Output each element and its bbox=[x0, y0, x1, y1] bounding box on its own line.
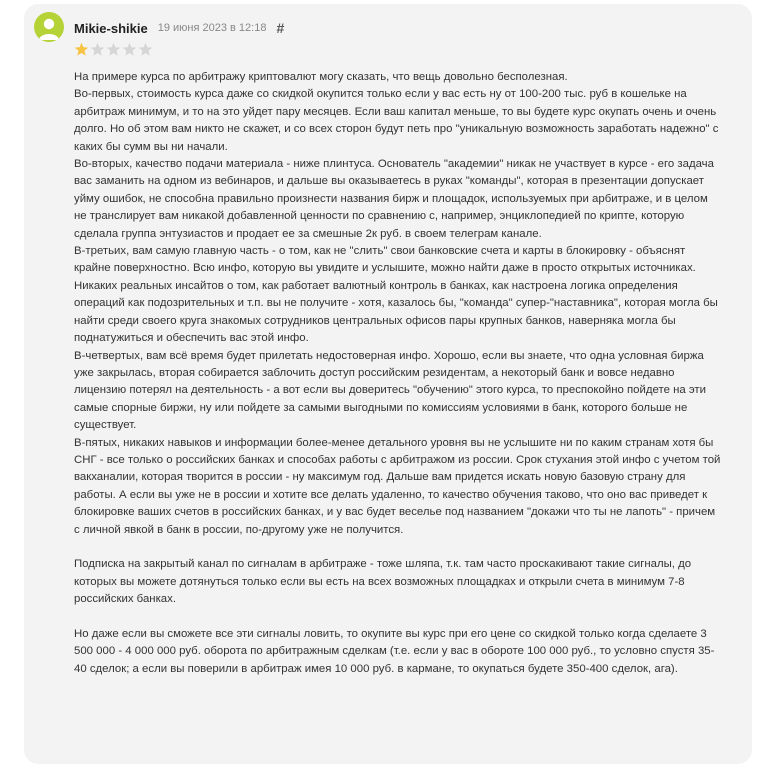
user-silhouette-icon bbox=[34, 12, 64, 42]
review-paragraph: На примере курса по арбитражу криптовалют могу сказать, что вещь довольно бесполезная. bbox=[74, 71, 568, 83]
avatar[interactable] bbox=[34, 12, 64, 42]
review-paragraph: Но даже если вы сможете все эти сигналы ловить, то окупите вы курс при его цене со скидкой только когда сделаете 3 500 000 - 4 000 000 руб. оборота по арбитражным сделкам (т.е. если у вас в обороте 100 000 руб., то условно спустя 35-40 сделок; а если вы поверили в арбитраж имея 10 000 руб. в кармане, то окупаться будете 350-400 сделок, ага). bbox=[74, 627, 715, 675]
review-paragraph: В-третьих, вам самую главную часть - о том, как не "слить" свои банковские счета и карты в блокировку - объяснят крайне поверхностно. Всю инфо, которую вы увидите и услышите, можно найти даже в просто открытых источниках. Никаких реальных инсайтов о том, как работает валютный контроль в банках, как настроена логика определения операций как подозрительных и т.п. вы не получите - хотя, казалось бы, "команда" супер-"наставника", которая могла бы найти среди своего круга знакомых сотрудников центральных офисов пары крупных банков, наверняка могла бы поднатужиться и обеспечить вас этой инфо. bbox=[74, 245, 718, 345]
permalink-hash[interactable]: # bbox=[276, 20, 285, 36]
star-empty-icon bbox=[138, 42, 153, 57]
review-paragraph: Во-первых, стоимость курса даже со скидкой окупится только если у вас есть ну от 100-200 тыс. руб в кошельке на арбитраж минимум, и то на это уйдет пару месяцев. Если ваш капитал меньше, то вы будете курс окупать очень и очень долго. Но об этом вам никто не скажет, и со всех сторон будут петь про "уникальную возможность заработать надежно" с каких бы сумм вы ни начали. bbox=[74, 88, 719, 153]
review-text bbox=[74, 69, 722, 678]
review-paragraph: Во-вторых, качество подачи материала - ниже плинтуса. Основатель "академии" никак не участвует в курсе - его задача вас заманить на одном из вебинаров, и дальше вы оказываетесь в руках "команды", которая в презентации допускает уйму ошибок, не способна правильно произнести названия бирж и площадок, используемых при арбитраже, и в целом не транслирует вам никакой добавленной ценности по сравнению с, например, энциклопедией по крипте, которую сделала группа энтузиастов и продает ее за смешные 2к руб. в своем телеграм канале. bbox=[74, 158, 714, 240]
star-empty-icon bbox=[106, 42, 121, 57]
review-paragraph: В-пятых, никаких навыков и информации более-менее детального уровня вы не услышите ни по каким странам хотя бы СНГ - все только о российских банках и способах работы с арбитражом из россии. Срок стухания этой инфо с учетом той вакханалии, которая творится в россии - ну максимум год. Дальше вам придется искать новую базовую страну для работы. А если вы уже не в россии и хотите все делать удаленно, то качество обучения таково, что оно вас приведет к блокировке ваших счетов в российских банках, и у вас будет веселье под названием "докажи что ты не лапоть" - причем с личной явкой в банк в россии, по-другому уже не получится. bbox=[74, 436, 721, 536]
star-filled-icon bbox=[74, 42, 89, 57]
review-header bbox=[74, 19, 284, 37]
author-name[interactable]: Mikie-shikie bbox=[74, 20, 148, 36]
star-empty-icon bbox=[90, 42, 105, 57]
review-paragraph: В-четвертых, вам всё время будет прилетать недостоверная инфо. Хорошо, если вы знаете, что одна условная биржа уже закрылась, вторая собирается заблочить доступ российским резидентам, а некоторый банк и вовсе недавно лицензию потерял на деятельность - а вот если вы доверитесь "обучению" этого курса, то преспокойно пойдете на эти самые спорные биржи, ну или пойдете за самыми выгодными по комиссиям условиями в банк, которого больше не существует. bbox=[74, 349, 706, 432]
rating-stars bbox=[74, 42, 153, 57]
review-date: 19 июня 2023 в 12:18 bbox=[157, 22, 267, 34]
review-paragraph: Подписка на закрытый канал по сигналам в арбитраже - тоже шляпа, т.к. там часто проскакивают такие сигналы, до которых вы можете дотянуться только если вы есть на всех возможных площадках и открыли счета в минимум 7-8 российских банках. bbox=[74, 558, 692, 606]
star-empty-icon bbox=[122, 42, 137, 57]
